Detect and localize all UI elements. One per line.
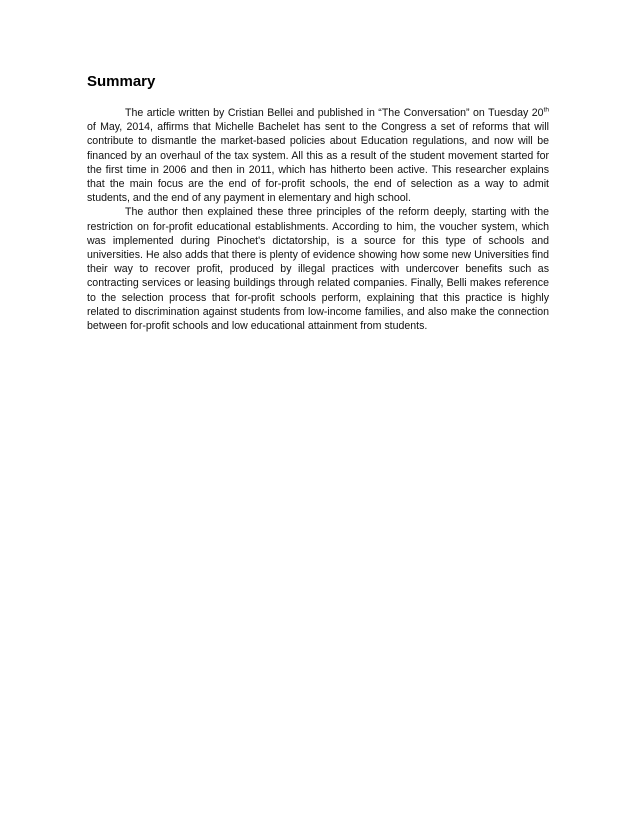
date-ordinal-superscript: th	[543, 106, 549, 114]
page-title: Summary	[87, 73, 156, 90]
summary-paragraph-1	[87, 106, 549, 205]
summary-paragraph-2: The author then explained these three principles of the reform deeply, starting with the restriction on for-profit educational establishments. According to him, the voucher system, which was implemented during Pinochet's dictatorship, is a source for this type of schools and universities. He also adds that there is plenty of evidence showing how some new Universities find their way to recover profit, produced by illegal practices with undercover benefits such as contracting services or leasing buildings through related companies. Finally, Belli makes reference to the selection process that for-profit schools perform, explaining that this practice is highly related to discrimination against students from low-income families, and also make the connection between for-profit schools and low educational attainment from students.	[87, 206, 549, 333]
paragraph-1-text-end: of May, 2014, affirms that Michelle Bachelet has sent to the Congress a set of reforms that will contribute to dismantle the market-based policies about Education regulations, and now will be financed by an overhaul of the tax system. All this as a result of the student movement started for the first time in 2006 and then in 2011, which has hitherto been active. This researcher explains that the main focus are the end of for-profit schools, the end of selection as a way to admit students, and the end of any payment in elementary and high school.	[87, 121, 549, 205]
paragraph-1-text-start: The article written by Cristian Bellei and published in “The Conversation” on Tuesday 20	[125, 107, 544, 119]
document-body	[87, 72, 549, 333]
